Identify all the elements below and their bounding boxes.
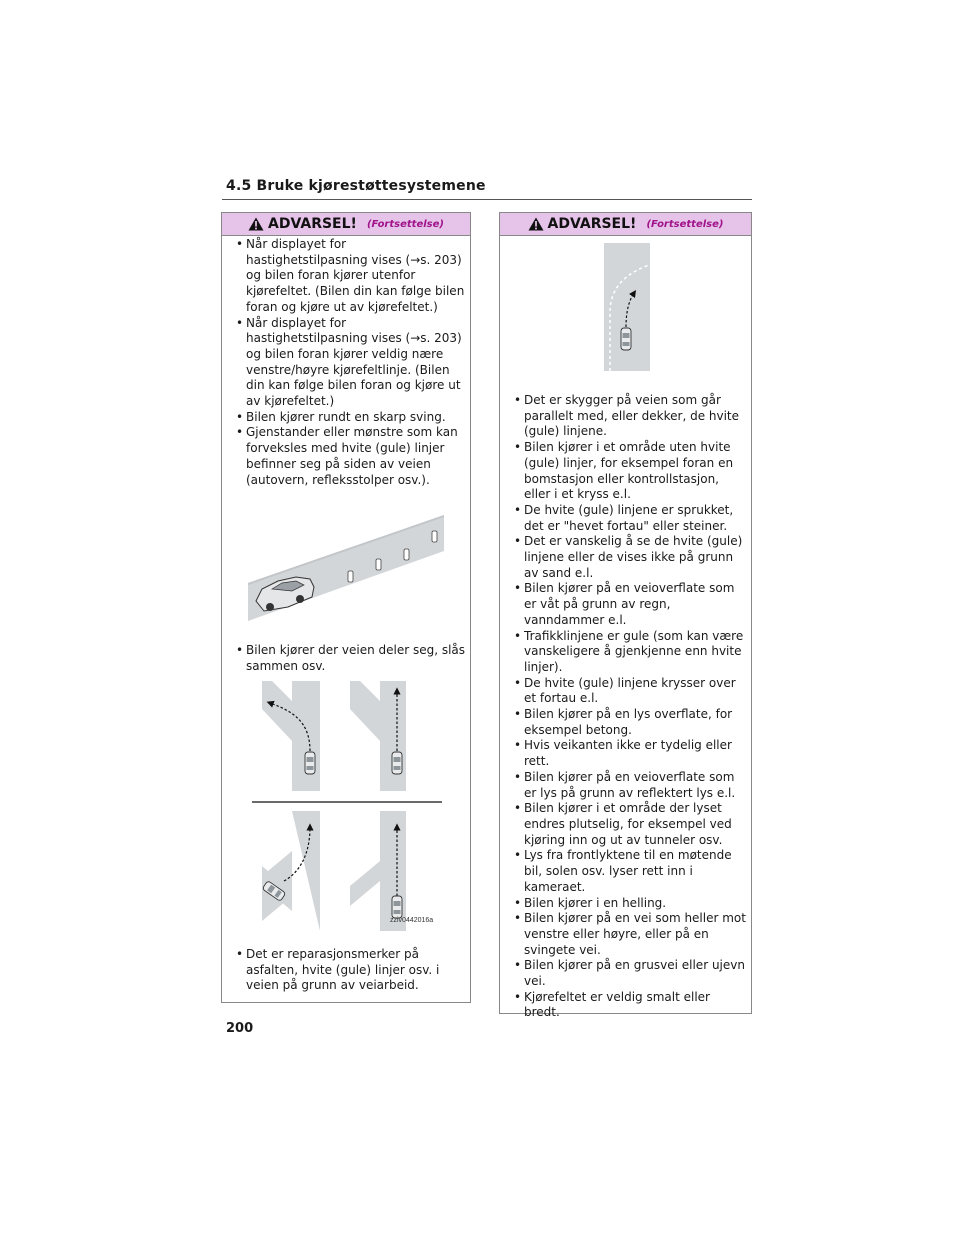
list-item: • De hvite (gule) linjene krysser over et fortau e.l. [504, 676, 748, 707]
list-item: • Det er reparasjonsmerker på asfalten, hvite (gule) linjer osv. i veien på grunn av veiarbeid. [226, 947, 466, 994]
warning-subtitle: (Fortsettelse) [646, 218, 724, 230]
warning-list-a [226, 237, 466, 488]
list-item: • Lys fra frontlyktene til en møtende bil, solen osv. lyser rett inn i kameraet. [504, 848, 748, 895]
warning-header [500, 213, 751, 236]
figure-code: zziv0442016a [390, 917, 434, 924]
car-icon [621, 328, 631, 350]
warning-title: ADVARSEL! [268, 216, 357, 232]
list-item: • Bilen kjører der veien deler seg, slås sammen osv. [226, 643, 466, 674]
page-number: 200 [226, 1021, 254, 1036]
section-title: 4.5 Bruke kjørestøttesystemene [226, 178, 486, 194]
list-item: • Bilen kjører i en helling. [504, 896, 748, 912]
list-item: • Bilen kjører rundt en skarp sving. [226, 410, 466, 426]
list-item: • Gjenstander eller mønstre som kan forveksles med hvite (gule) linjer befinner seg på siden av veien (autovern, refleksstolper osv.). [226, 425, 466, 488]
list-item: • Bilen kjører i et område uten hvite (gule) linjer, for eksempel foran en bomstasjon eller kontrollstasjon, eller i et kryss e.l. [504, 440, 748, 503]
section-divider [222, 199, 752, 200]
list-item: • Bilen kjører på en lys overflate, for eksempel betong. [504, 707, 748, 738]
list-item: • Bilen kjører på en vei som heller mot venstre eller høyre, eller på en svingete vei. [504, 911, 748, 958]
list-item: • Når displayet for hastighetstilpasning vises (→s. 203) og bilen foran kjører veldig nære venstre/høyre kjørefeltlinje. (Bilen din kan følge bilen foran og kjøre ut av kjørefeltet.) [226, 316, 466, 410]
list-item: • Bilen kjører på en veioverflate som er våt på grunn av regn, vanndammer e.l. [504, 581, 748, 628]
list-item: • Kjørefeltet er veldig smalt eller bredt. [504, 990, 748, 1021]
warning-box-right [499, 212, 752, 1020]
curved-road-figure [604, 243, 664, 371]
list-item: • De hvite (gule) linjene er sprukket, det er "hevet fortau" eller steiner. [504, 503, 748, 534]
warning-title: ADVARSEL! [547, 216, 637, 232]
warning-list-c [226, 947, 466, 994]
list-item: • Trafikklinjene er gule (som kan være vanskeligere å gjenkjenne enn hvite linjer). [504, 629, 748, 676]
list-item: • Det er skygger på veien som går parallelt med, eller dekker, de hvite (gule) linjene. [504, 393, 748, 440]
warning-triangle-icon [528, 217, 544, 231]
list-item: • Bilen kjører i et område der lyset endres plutselig, for eksempel ved kjøring inn og ut av tunneler osv. [504, 801, 748, 848]
road-split-figure [252, 681, 452, 931]
list-item: • Hvis veikanten ikke er tydelig eller rett. [504, 738, 748, 769]
warning-triangle-icon [248, 217, 264, 231]
warning-list-right [504, 393, 748, 1021]
reflector-posts-figure [248, 493, 444, 623]
list-item: • Bilen kjører på en grusvei eller ujevn vei. [504, 958, 748, 989]
list-item: • Det er vanskelig å se de hvite (gule) linjene eller de vises ikke på grunn av sand e.l. [504, 534, 748, 581]
warning-box-left [221, 212, 471, 1003]
warning-header [222, 213, 470, 236]
warning-subtitle: (Fortsettelse) [366, 218, 444, 230]
warning-list-b [226, 643, 466, 674]
list-item: • Bilen kjører på en veioverflate som er lys på grunn av reflektert lys e.l. [504, 770, 748, 801]
list-item: • Når displayet for hastighetstilpasning vises (→s. 203) og bilen foran kjører utenfor kjørefeltet. (Bilen din kan følge bilen foran og kjøre ut av kjørefeltet.) [226, 237, 466, 316]
